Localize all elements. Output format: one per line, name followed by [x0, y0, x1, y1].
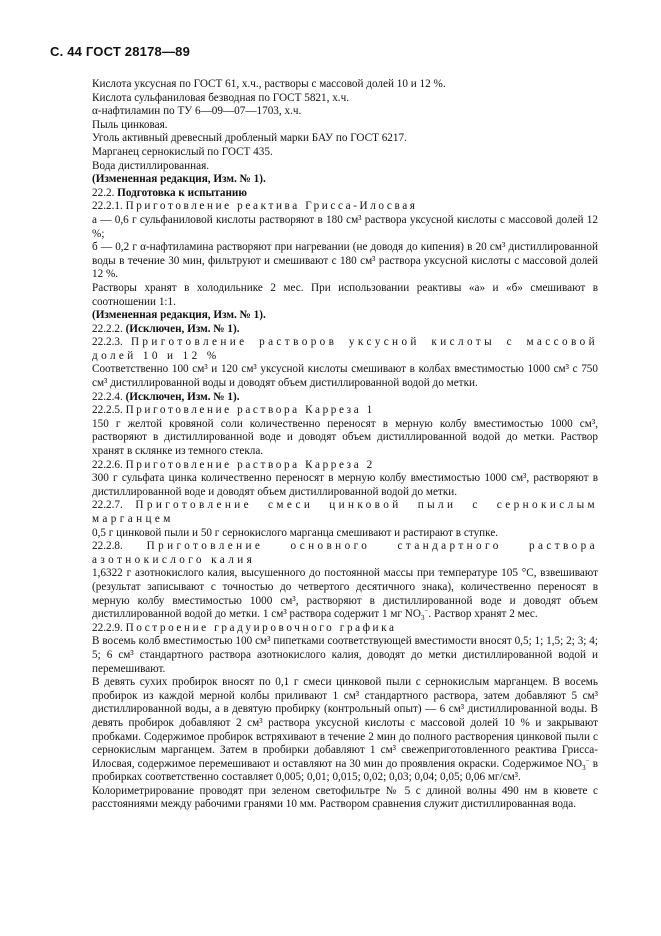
section-title: Приготовление раствора Карреза 1 [125, 404, 375, 417]
section-title: Подготовка к испытанию [117, 186, 247, 199]
reagent-item: Кислота уксусная по ГОСТ 61, х.ч., растворы с массовой долей 10 и 12 %. [92, 78, 446, 90]
revision-note: (Измененная редакция, Изм. № 1). [92, 309, 266, 322]
nitrate-superscript: − [424, 606, 429, 615]
paragraph-2-3: Соответственно 100 см³ и 120 см³ уксусной кислоты смешивают в колбах вместимостью 1000 см³ с 750 см³ дистиллированной воды и доводят объем дистиллированной водой до метки. [92, 363, 598, 390]
section-number: 22.2.2. [92, 322, 123, 335]
paragraph-b: б — 0,2 г α-нафтиламина растворяют при нагревании (не доводя до кипения) в 20 см³ дистиллированной воды в течение 30 мин, фильтруют и смешивают с 180 см³ раствора уксусной кислоты с массовой долей 12 %. [92, 241, 598, 281]
reagent-item: α-нафтиламин по ТУ 6—09—07—1703, х.ч. [92, 105, 302, 118]
paragraph-2-8-text-end: . Раствор хранят 2 мес. [428, 608, 538, 621]
section-title: Построение градуировочного графика [125, 621, 397, 634]
nitrate-subscript: 3 [420, 614, 425, 623]
paragraph-2-8-text: 1,6322 г азотнокислого калия, высушенного до постоянной массы при температуре 105 °С, взвешивают (результат записывают с точностью до четвертого десятичного знака), количественно переносят в мерную колбу вместимостью 1000 см³, растворяют в дистиллированной воде и доводят объем дистиллированной водой до метки. 1 см³ раствора содержит 1 мг NO [92, 567, 598, 621]
section-title: Приготовление раствора Карреза 2 [125, 458, 375, 471]
revision-note: (Измененная редакция, Изм. № 1). [92, 173, 266, 186]
section-title: Приготовление реактива Грисса-Илосвая [125, 200, 418, 213]
section-22-2-1 [92, 200, 598, 214]
section-22-2-4 [92, 391, 598, 405]
paragraph-tubes-text-end: в пробирках соответственно составляет 0,005; 0,01; 0,015; 0,02; 0,03; 0,04; 0,05; 0,06 мг/см³. [92, 757, 598, 784]
section-text: (Исключен, Изм. № 1). [125, 390, 240, 403]
section-number: 22.2.7. [92, 499, 123, 512]
reagent-item: Пыль цинковая. [92, 118, 168, 131]
section-22-2-9 [92, 622, 598, 636]
section-number: 22.2.9. [92, 621, 123, 634]
section-title: Приготовление основного стандартного раствора азотнокислого калия [92, 540, 598, 566]
paragraph-2-8 [92, 567, 598, 621]
section-22-2 [92, 187, 598, 201]
section-number: 22.2. [92, 186, 115, 199]
paragraph-2-7: 0,5 г цинковой пыли и 50 г сернокислого марганца смешивают и растирают в ступке. [92, 526, 499, 539]
section-number: 22.2.6. [92, 458, 123, 471]
section-22-2-5 [92, 404, 598, 418]
nitrate-subscript: 3 [582, 763, 586, 772]
reagent-item: Вода дистиллированная. [92, 159, 210, 172]
paragraph-2-5: 150 г желтой кровяной соли количественно переносят в мерную колбу вместимостью 1000 см³, растворяют в дистиллированной воде и доводят объем дистиллированной водой до метки. Раствор хранят в склянке из темного стекла. [92, 417, 598, 458]
section-number: 22.2.5. [92, 404, 123, 417]
nitrate-superscript: − [585, 755, 590, 764]
section-22-2-6 [92, 459, 598, 473]
reagent-item: Кислота сульфаниловая безводная по ГОСТ 5821, х.ч. [92, 91, 350, 104]
paragraph-a: а — 0,6 г сульфаниловой кислоты растворяют в 180 см³ раствора уксусной кислоты с массовой долей 12 %; [92, 213, 598, 240]
paragraph-2-6: 300 г сульфата цинка количественно переносят в мерную колбу вместимостью 1000 см³, растворяют в дистиллированной воде и доводят объем дистиллированной водой до метки. [92, 472, 598, 498]
section-title: Приготовление растворов уксусной кислоты с массовой долей 10 и 12 % [92, 336, 598, 362]
paragraph-tubes [92, 676, 598, 785]
section-22-2-3 [92, 336, 598, 363]
section-text: (Исключен, Изм. № 1). [125, 322, 240, 335]
section-22-2-8 [92, 540, 598, 567]
section-number: 22.2.3. [92, 336, 123, 349]
section-22-2-7 [92, 499, 598, 526]
reagent-item: Уголь активный древесный дробленый марки БАУ по ГОСТ 6217. [92, 132, 407, 145]
paragraph-colorimetry: Колориметрирование проводят при зеленом светофильтре № 5 с длиной волны 490 нм в кювете с расстояниями между рабочими гранями 10 мм. Раствором сравнения служит дистиллированная вода. [92, 784, 598, 811]
section-number: 22.2.8. [92, 540, 123, 553]
section-number: 22.2.1. [92, 200, 123, 213]
nitrate-ion [582, 755, 590, 772]
paragraph-2-9: В восемь колб вместимостью 100 см³ пипетками соответствующей вместимости вносят 0,5; 1; 1,5; 2; 3; 4; 5; 6 см³ стандартного раствора азотнокислого калия, доводят до метки дистиллированной водой и перемешивают. [92, 635, 598, 675]
reagent-item: Марганец сернокислый по ГОСТ 435. [92, 145, 273, 158]
document-body [92, 78, 598, 812]
paragraph-tubes-text: В девять сухих пробирок вносят по 0,1 г смеси цинковой пыли с сернокислым марганцем. В восемь пробирок из каждой мерной колбы приливают 1 см³ стандартного раствора, затем добавляют 5 см³ дистиллированной воды, а в девятую пробирку (контрольный опыт) — 6 см³ дистиллированной воды. В девять пробирок добавляют 2 см³ раствора уксусной кислоты с массовой долей 10 % и закрывают пробками. Содержимое пробирок встряхивают в течение 2 мин до полного растворения цинковой пыли с сернокислым марганцем. Затем в пробирки добавляют 1 см³ свежеприготовленного реактива Грисса-Илосвая, содержимое перемешивают и оставляют на 30 мин до проявления окраски. Содержимое NO [92, 676, 598, 770]
section-number: 22.2.4. [92, 390, 123, 403]
nitrate-ion [420, 606, 429, 623]
page-header: С. 44 ГОСТ 28178—89 [50, 44, 191, 59]
section-22-2-2 [92, 323, 598, 337]
paragraph-storage: Растворы хранят в холодильнике 2 мес. При использовании реактивы «а» и «б» смешивают в соотношении 1:1. [92, 281, 598, 308]
section-title: Приготовление смеси цинковой пыли с сернокислым марганцем [92, 499, 598, 525]
